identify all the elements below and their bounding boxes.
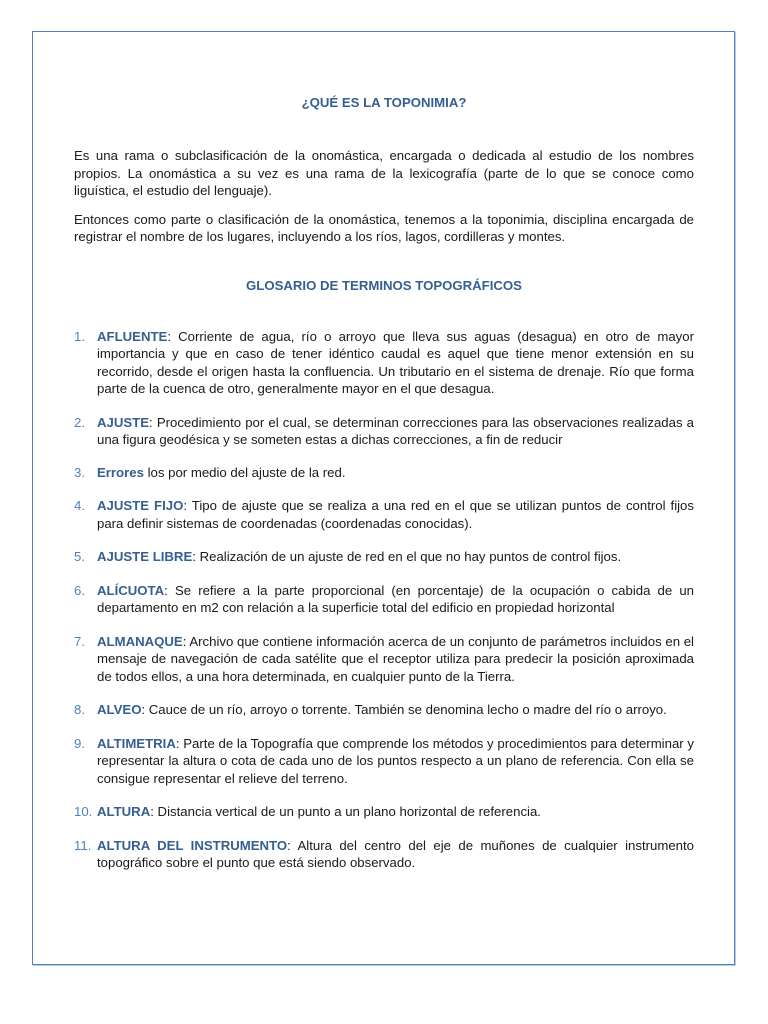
glossary-definition: : Realización de un ajuste de red en el que no hay puntos de control fijos. [192, 549, 622, 564]
document-body [74, 95, 694, 888]
glossary-term: AJUSTE LIBRE [97, 549, 193, 564]
glossary-definition: : Cauce de un río, arroyo o torrente. También se denomina lecho o madre del río o arroyo. [141, 702, 667, 717]
glossary-item-number: 7. [74, 633, 85, 649]
glossary-item [74, 464, 694, 482]
glossary-item [74, 328, 694, 398]
glossary-item [74, 497, 694, 532]
intro-paragraph-1: Es una rama o subclasificación de la onomástica, encargada o dedicada al estudio de los nombres propios. La onomástica a su vez es una rama de la lexicografía (parte de lo que se conoce como liguística, el estudio del lenguaje). [74, 148, 694, 198]
glossary-item-number: 1. [74, 328, 85, 344]
glossary-definition: : Archivo que contiene información acerca de un conjunto de parámetros incluidos en el mensaje de navegación de cada satélite que el receptor utiliza para predecir la posición aproximada de todos ellos, a una hora determinada, en cualquier punto de la Tierra. [97, 633, 694, 684]
glossary-item-number: 8. [74, 702, 85, 717]
glossary-item [74, 735, 694, 788]
glossary-term: Errores [97, 464, 144, 480]
glossary-term: ALTURA [97, 804, 151, 819]
glossary-item-number: 2. [74, 414, 85, 430]
glossary-list [74, 328, 694, 872]
intro-paragraph-2: Entonces como parte o clasificación de la onomástica, tenemos a la toponimia, disciplina encargada de registrar el nombre de los lugares, incluyendo a los ríos, lagos, cordilleras y montes. [74, 211, 694, 244]
glossary-item [74, 837, 694, 872]
glossary-term: AJUSTE [97, 414, 150, 430]
glossary-definition: : Procedimiento por el cual, se determinan correcciones para las observaciones realizadas a una figura geodésica y se someten estas a dichas correcciones, a fin de reducir [97, 414, 694, 447]
glossary-item-number: 5. [74, 549, 85, 564]
glossary-item-number: 9. [74, 735, 85, 751]
glossary-item [74, 582, 694, 617]
glossary-term: AFLUENTE [97, 328, 168, 344]
glossary-definition: : Corriente de agua, río o arroyo que lleva sus aguas (desagua) en otro de mayor importancia y que en caso de tener idéntico caudal es aquel que tiene menor extensión en su recorrido, desde el origen hasta la confluencia. Un tributario en el sistema de drenaje. Río que forma parte de la cuenca de otro, generalmente mayor en el que desagua. [97, 328, 694, 396]
glossary-item [74, 633, 694, 686]
glossary-item [74, 803, 694, 821]
glossary-term: ALMANAQUE [97, 633, 183, 649]
glossary-item-number: 6. [74, 582, 85, 598]
glossary-item-number: 10. [74, 804, 93, 819]
glossary-title: GLOSARIO DE TERMINOS TOPOGRÁFICOS [246, 277, 522, 293]
page-title: ¿QUÉ ES LA TOPONIMIA? [301, 95, 467, 110]
glossary-term: ALÍCUOTA [97, 582, 165, 598]
glossary-item-number: 11. [74, 837, 92, 853]
glossary-term: ALVEO [97, 702, 142, 717]
glossary-term: ALTURA DEL INSTRUMENTO [97, 837, 288, 853]
glossary-item [74, 548, 694, 566]
glossary-term: AJUSTE FIJO [97, 498, 184, 513]
glossary-definition: : Altura del centro del eje de muñones de cualquier instrumento topográfico sobre el punto que está siendo observado. [97, 837, 694, 870]
glossary-definition: : Tipo de ajuste que se realiza a una red en el que se utilizan puntos de control fijos para definir sistemas de coordenadas (coordenadas conocidas). [97, 498, 694, 531]
glossary-item [74, 701, 694, 719]
glossary-definition: : Distancia vertical de un punto a un plano horizontal de referencia. [150, 804, 541, 819]
glossary-item-number: 3. [74, 464, 85, 480]
glossary-definition: los por medio del ajuste de la red. [143, 464, 346, 480]
glossary-term: ALTIMETRIA [97, 735, 176, 751]
glossary-definition: : Se refiere a la parte proporcional (en porcentaje) de la ocupación o cabida de un departamento en m2 con relación a la superficie total del edificio en propiedad horizontal [97, 582, 694, 615]
glossary-item-number: 4. [74, 498, 85, 513]
glossary-item [74, 414, 694, 449]
glossary-definition: : Parte de la Topografía que comprende los métodos y procedimientos para determinar y representar la altura o cota de cada uno de los puntos respecto a un plano de referencia. Con ella se consigue representar el relieve del terreno. [97, 735, 694, 786]
